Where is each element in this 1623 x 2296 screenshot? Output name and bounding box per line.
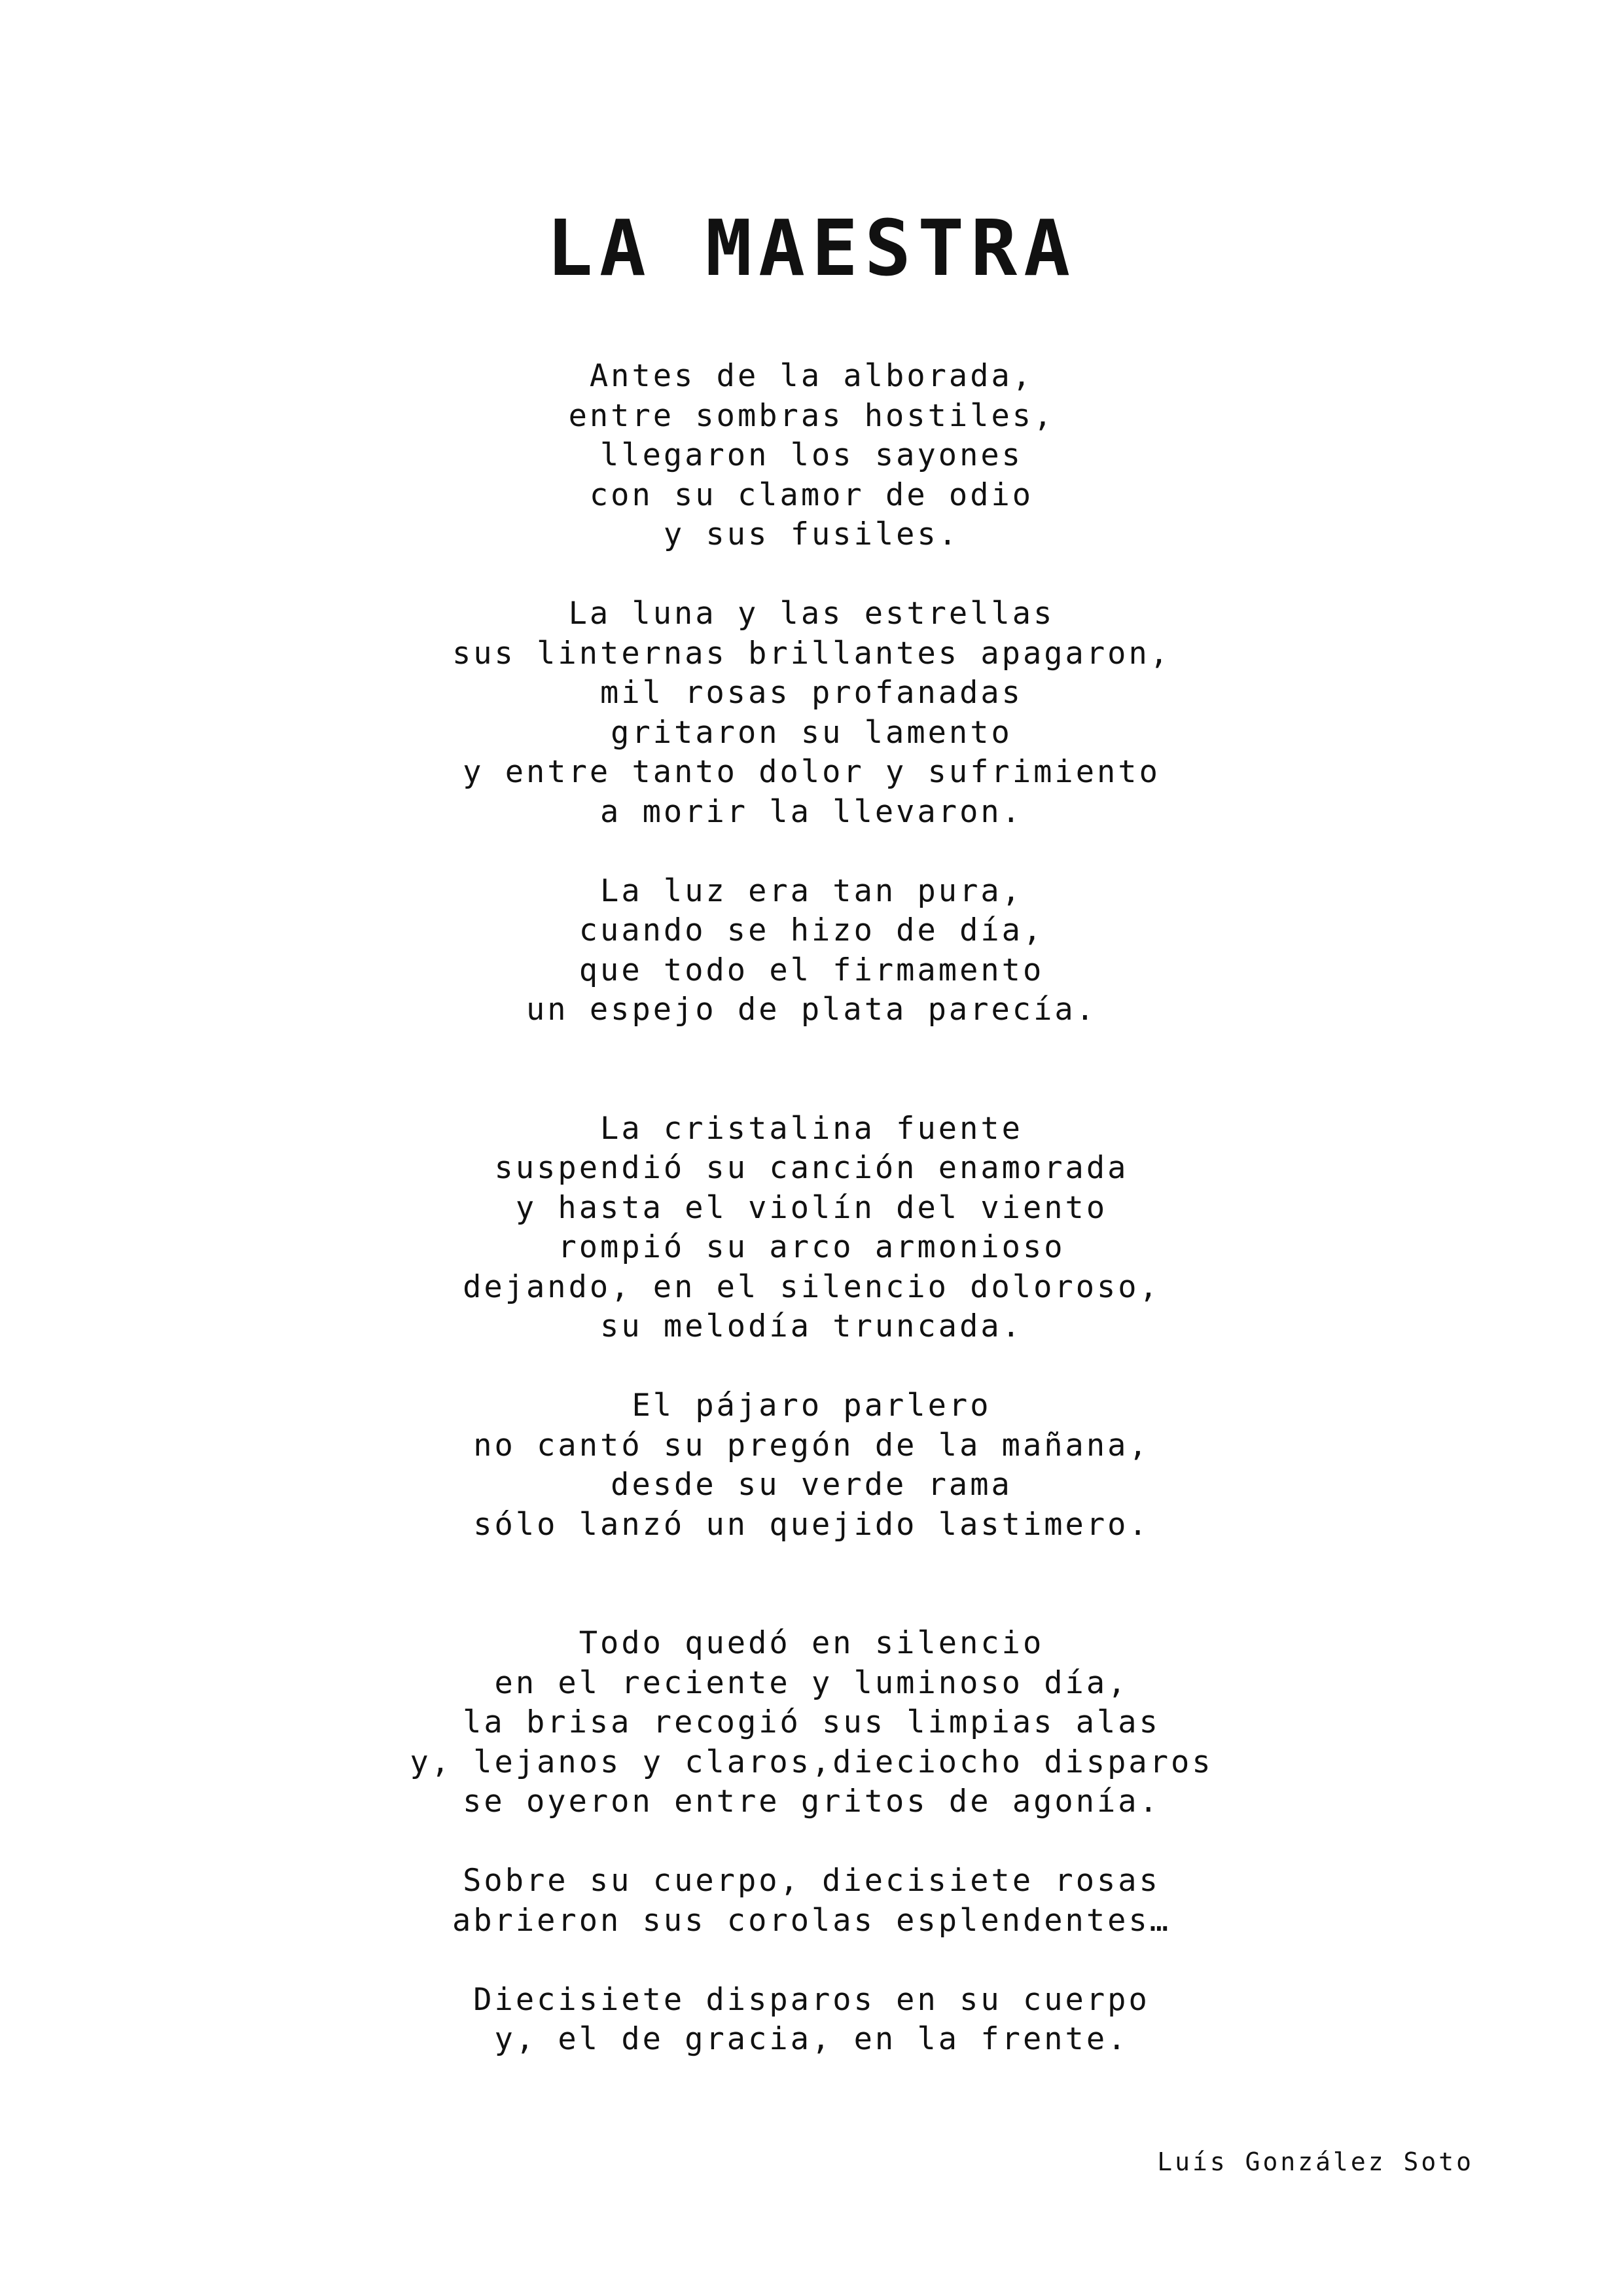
stanza-3 — [0, 872, 1623, 1030]
verse-line: La luna y las estrellas — [568, 596, 1055, 632]
verse-line: a morir la llevaron. — [600, 793, 1023, 830]
verse-line: sus linternas brillantes apagaron, — [452, 635, 1171, 672]
poem-title: LA MAESTRA — [546, 203, 1077, 294]
verse-line: El pájaro parlero — [632, 1388, 991, 1424]
verse-line: desde su verde rama — [611, 1467, 1012, 1503]
verse-line: gritaron su lamento — [611, 714, 1012, 751]
verse-line: y sus fusiles. — [663, 516, 960, 552]
verse-line: llegaron los sayones — [600, 437, 1023, 473]
verse-line: Antes de la alborada, — [589, 358, 1034, 394]
verse-line: dejando, en el silencio doloroso, — [463, 1268, 1160, 1305]
verse-line: mil rosas profanadas — [600, 675, 1023, 711]
stanza-8 — [0, 1981, 1623, 2060]
verse-line: un espejo de plata parecía. — [526, 992, 1097, 1028]
verse-line: y, el de gracia, en la frente. — [494, 2021, 1129, 2057]
verse-line: La cristalina fuente — [600, 1110, 1023, 1147]
verse-line: con su clamor de odio — [589, 476, 1034, 513]
verse-line: su melodía truncada. — [600, 1308, 1023, 1344]
verse-line: suspendió su canción enamorada — [494, 1150, 1129, 1186]
stanza-5 — [0, 1386, 1623, 1545]
verse-line: La luz era tan pura, — [600, 872, 1023, 909]
stanza-4 — [0, 1109, 1623, 1347]
stanza-break — [0, 1545, 1623, 1624]
stanza-break — [0, 1822, 1623, 1862]
verse-line: abrieron sus corolas esplendentes… — [452, 1902, 1171, 1939]
verse-line: Sobre su cuerpo, diecisiete rosas — [463, 1863, 1160, 1899]
stanza-1 — [0, 357, 1623, 555]
verse-line: que todo el firmamento — [579, 952, 1044, 988]
stanza-7 — [0, 1861, 1623, 1941]
author-signature: Luís González Soto — [1157, 2147, 1474, 2176]
verse-line: se oyeron entre gritos de agonía. — [463, 1784, 1160, 1820]
verse-line: y hasta el violín del viento — [515, 1189, 1108, 1226]
stanza-6 — [0, 1624, 1623, 1822]
stanza-break — [0, 1941, 1623, 1981]
verse-line: en el reciente y luminoso día, — [494, 1664, 1129, 1701]
verse-line: y, lejanos y claros,dieciocho disparos — [410, 1744, 1213, 1780]
stanza-break — [0, 832, 1623, 872]
stanza-break — [0, 1030, 1623, 1109]
verse-line: entre sombras hostiles, — [568, 397, 1055, 434]
verse-line: cuando se hizo de día, — [579, 912, 1044, 948]
verse-line: no cantó su pregón de la mañana, — [473, 1427, 1150, 1463]
verse-line: y entre tanto dolor y sufrimiento — [463, 754, 1160, 790]
stanza-break — [0, 1347, 1623, 1387]
verse-line: rompió su arco armonioso — [558, 1229, 1065, 1265]
verse-line: Diecisiete disparos en su cuerpo — [473, 1981, 1150, 2018]
verse-line: Todo quedó en silencio — [579, 1625, 1044, 1661]
verse-line: sólo lanzó un quejido lastimero. — [473, 1506, 1150, 1543]
stanza-break — [0, 555, 1623, 595]
poem-body — [0, 357, 1623, 2060]
stanza-2 — [0, 594, 1623, 832]
verse-line: la brisa recogió sus limpias alas — [463, 1704, 1160, 1740]
